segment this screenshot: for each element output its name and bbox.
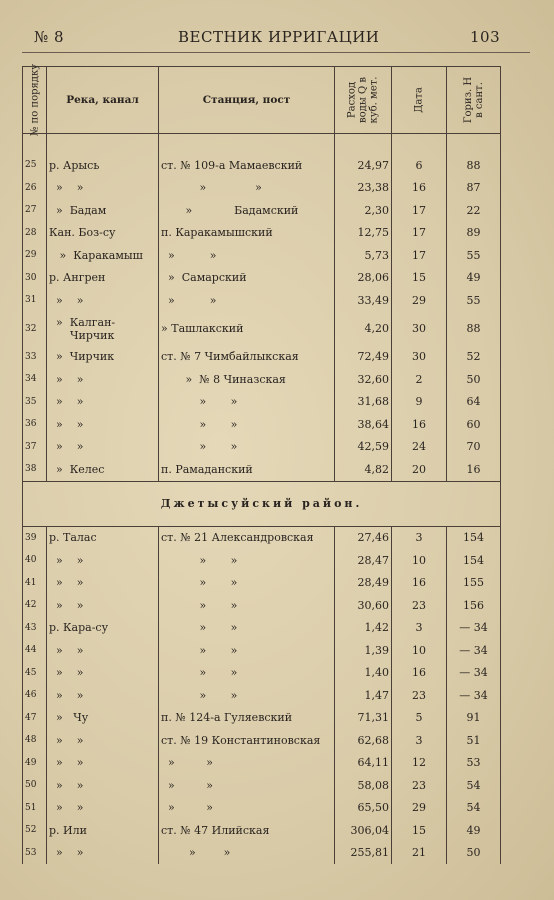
row-number: 40: [23, 549, 47, 572]
table-row: [23, 413, 501, 436]
station-cell: » Самарский: [159, 267, 335, 290]
level-cell: 156: [447, 594, 501, 617]
date-cell: 29: [392, 797, 447, 820]
level-cell: — 34: [447, 617, 501, 640]
level-cell: 87: [447, 177, 501, 200]
station-cell: » Ташлакский: [159, 312, 335, 346]
level-cell: — 34: [447, 639, 501, 662]
table-row: [23, 154, 501, 177]
flow-cell: 5,73: [335, 244, 392, 267]
row-number: 52: [23, 819, 47, 842]
level-cell: 55: [447, 244, 501, 267]
river-cell: р. Кара-су: [47, 617, 159, 640]
flow-cell: 28,47: [335, 549, 392, 572]
table-row: [23, 346, 501, 369]
level-cell: 49: [447, 819, 501, 842]
row-number: 28: [23, 222, 47, 245]
river-cell: » »: [47, 368, 159, 391]
table-row: [23, 594, 501, 617]
river-cell: » »: [47, 572, 159, 595]
table-row: [23, 662, 501, 685]
date-cell: 20: [392, 458, 447, 481]
station-cell: » »: [159, 684, 335, 707]
table-row: [23, 526, 501, 549]
river-cell: » »: [47, 842, 159, 865]
river-cell: р. Или: [47, 819, 159, 842]
date-cell: 29: [392, 289, 447, 312]
row-number: 50: [23, 774, 47, 797]
col-header-station: Станция, пост: [159, 67, 335, 134]
level-cell: — 34: [447, 662, 501, 685]
station-cell: ст. № 47 Илийская: [159, 819, 335, 842]
river-cell: » Каракамыш: [47, 244, 159, 267]
row-number: 44: [23, 639, 47, 662]
river-cell: р. Талас: [47, 526, 159, 549]
col-header-flow: Расход воды Q в куб. мет.: [335, 67, 392, 134]
date-cell: 2: [392, 368, 447, 391]
level-cell: 50: [447, 842, 501, 865]
table-row: [23, 549, 501, 572]
flow-cell: 1,39: [335, 639, 392, 662]
station-cell: » »: [159, 549, 335, 572]
table-row: [23, 729, 501, 752]
level-cell: — 34: [447, 684, 501, 707]
river-cell: » »: [47, 177, 159, 200]
date-cell: 10: [392, 639, 447, 662]
river-cell: » »: [47, 684, 159, 707]
river-cell: Кан. Боз-су: [47, 222, 159, 245]
station-cell: ст. № 21 Александровская: [159, 526, 335, 549]
table-row: [23, 391, 501, 414]
date-cell: 3: [392, 617, 447, 640]
level-cell: 54: [447, 774, 501, 797]
row-number: 26: [23, 177, 47, 200]
level-cell: 55: [447, 289, 501, 312]
row-number: 49: [23, 752, 47, 775]
flow-cell: 62,68: [335, 729, 392, 752]
river-cell: р. Ангрен: [47, 267, 159, 290]
station-cell: » »: [159, 662, 335, 685]
station-cell: » »: [159, 797, 335, 820]
river-cell: » »: [47, 729, 159, 752]
row-number: 27: [23, 199, 47, 222]
station-cell: ст. № 19 Константиновская: [159, 729, 335, 752]
row-number: 41: [23, 572, 47, 595]
date-cell: 17: [392, 199, 447, 222]
date-cell: 30: [392, 312, 447, 346]
flow-cell: 27,46: [335, 526, 392, 549]
river-cell: » »: [47, 797, 159, 820]
col-header-river: Река, канал: [47, 67, 159, 134]
station-cell: ст. № 109-а Мамаевский: [159, 154, 335, 177]
level-cell: 49: [447, 267, 501, 290]
row-number: 36: [23, 413, 47, 436]
station-cell: » »: [159, 289, 335, 312]
row-number: 39: [23, 526, 47, 549]
level-cell: 16: [447, 458, 501, 481]
river-cell: » »: [47, 639, 159, 662]
table-row: [23, 684, 501, 707]
flow-cell: 72,49: [335, 346, 392, 369]
hydrology-table: [22, 63, 501, 864]
date-cell: 10: [392, 549, 447, 572]
table-header-row: [23, 67, 501, 134]
row-number: 53: [23, 842, 47, 865]
row-number: 35: [23, 391, 47, 414]
table-row: [23, 458, 501, 481]
table-row: [23, 819, 501, 842]
river-cell: » Чирчик: [47, 346, 159, 369]
level-cell: 52: [447, 346, 501, 369]
date-cell: 23: [392, 774, 447, 797]
river-cell: » Чу: [47, 707, 159, 730]
level-cell: 22: [447, 199, 501, 222]
flow-cell: 28,49: [335, 572, 392, 595]
river-cell: » Бадам: [47, 199, 159, 222]
table-row: [23, 752, 501, 775]
level-cell: 88: [447, 312, 501, 346]
flow-cell: 4,82: [335, 458, 392, 481]
table-row: [23, 244, 501, 267]
flow-cell: 38,64: [335, 413, 392, 436]
row-number: 47: [23, 707, 47, 730]
table-row: [23, 707, 501, 730]
table-row: [23, 617, 501, 640]
river-cell: » »: [47, 413, 159, 436]
table-row: [23, 572, 501, 595]
station-cell: » »: [159, 177, 335, 200]
date-cell: 3: [392, 526, 447, 549]
river-cell: » »: [47, 594, 159, 617]
date-cell: 23: [392, 684, 447, 707]
date-cell: 24: [392, 436, 447, 459]
date-cell: 15: [392, 267, 447, 290]
row-number: 25: [23, 154, 47, 177]
row-number: 48: [23, 729, 47, 752]
flow-cell: 42,59: [335, 436, 392, 459]
row-number: 38: [23, 458, 47, 481]
station-cell: » »: [159, 413, 335, 436]
row-number: 32: [23, 312, 47, 346]
table-row: [23, 199, 501, 222]
date-cell: 16: [392, 572, 447, 595]
station-cell: ст. № 7 Чимбайлыкская: [159, 346, 335, 369]
date-cell: 23: [392, 594, 447, 617]
row-number: 43: [23, 617, 47, 640]
flow-cell: 12,75: [335, 222, 392, 245]
date-cell: 9: [392, 391, 447, 414]
station-cell: » »: [159, 244, 335, 267]
station-cell: п. Каракамышский: [159, 222, 335, 245]
level-cell: 89: [447, 222, 501, 245]
river-cell: р. Арысь: [47, 154, 159, 177]
table-row: [23, 797, 501, 820]
station-cell: » »: [159, 594, 335, 617]
station-cell: п. № 124-а Гуляевский: [159, 707, 335, 730]
col-header-date: Дата: [392, 67, 447, 134]
river-cell: » »: [47, 662, 159, 685]
date-cell: 12: [392, 752, 447, 775]
level-cell: 64: [447, 391, 501, 414]
date-cell: 30: [392, 346, 447, 369]
station-cell: » »: [159, 752, 335, 775]
level-cell: 50: [447, 368, 501, 391]
level-cell: 154: [447, 549, 501, 572]
col-header-num: № по порядку: [23, 67, 47, 134]
row-number: 42: [23, 594, 47, 617]
section-row: [23, 481, 501, 526]
station-cell: » »: [159, 774, 335, 797]
header-rule: [22, 52, 530, 53]
date-cell: 5: [392, 707, 447, 730]
river-cell: » Келес: [47, 458, 159, 481]
date-cell: 16: [392, 413, 447, 436]
row-number: 29: [23, 244, 47, 267]
date-cell: 17: [392, 244, 447, 267]
row-number: 34: [23, 368, 47, 391]
station-cell: » »: [159, 639, 335, 662]
flow-cell: 1,40: [335, 662, 392, 685]
date-cell: 16: [392, 662, 447, 685]
table-row: [23, 312, 501, 346]
table-row: [23, 436, 501, 459]
table-row: [23, 842, 501, 865]
table-row: [23, 267, 501, 290]
level-cell: 60: [447, 413, 501, 436]
flow-cell: 31,68: [335, 391, 392, 414]
date-cell: 6: [392, 154, 447, 177]
row-number: 30: [23, 267, 47, 290]
flow-cell: 28,06: [335, 267, 392, 290]
river-cell: » »: [47, 289, 159, 312]
flow-cell: 71,31: [335, 707, 392, 730]
flow-cell: 65,50: [335, 797, 392, 820]
station-cell: » Бадамский: [159, 199, 335, 222]
station-cell: » »: [159, 436, 335, 459]
river-cell: » »: [47, 549, 159, 572]
river-cell: » »: [47, 436, 159, 459]
row-number: 45: [23, 662, 47, 685]
level-cell: 70: [447, 436, 501, 459]
river-cell: » »: [47, 391, 159, 414]
level-cell: 54: [447, 797, 501, 820]
level-cell: 91: [447, 707, 501, 730]
date-cell: 17: [392, 222, 447, 245]
station-cell: » № 8 Чиназская: [159, 368, 335, 391]
river-cell: » Калган- Чирчик: [47, 312, 159, 346]
flow-cell: 24,97: [335, 154, 392, 177]
flow-cell: 32,60: [335, 368, 392, 391]
table-row: [23, 368, 501, 391]
flow-cell: 306,04: [335, 819, 392, 842]
station-cell: » »: [159, 842, 335, 865]
flow-cell: 64,11: [335, 752, 392, 775]
table-row: [23, 639, 501, 662]
table-body: [23, 134, 501, 865]
row-number: 46: [23, 684, 47, 707]
level-cell: 155: [447, 572, 501, 595]
river-cell: » »: [47, 752, 159, 775]
flow-cell: 2,30: [335, 199, 392, 222]
page-number: 103: [470, 28, 501, 46]
river-cell: » »: [47, 774, 159, 797]
table-row: [23, 289, 501, 312]
flow-cell: 58,08: [335, 774, 392, 797]
flow-cell: 30,60: [335, 594, 392, 617]
flow-cell: 1,42: [335, 617, 392, 640]
row-number: 33: [23, 346, 47, 369]
flow-cell: 255,81: [335, 842, 392, 865]
row-number: 37: [23, 436, 47, 459]
station-cell: » »: [159, 572, 335, 595]
header-gap: [23, 134, 501, 155]
level-cell: 53: [447, 752, 501, 775]
issue-number: № 8: [34, 28, 65, 46]
level-cell: 51: [447, 729, 501, 752]
row-number: 31: [23, 289, 47, 312]
flow-cell: 4,20: [335, 312, 392, 346]
flow-cell: 1,47: [335, 684, 392, 707]
station-cell: п. Рамаданский: [159, 458, 335, 481]
level-cell: 88: [447, 154, 501, 177]
table-row: [23, 222, 501, 245]
flow-cell: 23,38: [335, 177, 392, 200]
journal-title: ВЕСТНИК ИРРИГАЦИИ: [178, 28, 380, 46]
station-cell: » »: [159, 391, 335, 414]
date-cell: 21: [392, 842, 447, 865]
row-number: 51: [23, 797, 47, 820]
table-row: [23, 774, 501, 797]
date-cell: 16: [392, 177, 447, 200]
section-title: Джетысуйский район.: [23, 481, 501, 526]
station-cell: » »: [159, 617, 335, 640]
col-header-level: Гориз. H в сант.: [447, 67, 501, 134]
date-cell: 15: [392, 819, 447, 842]
level-cell: 154: [447, 526, 501, 549]
table-row: [23, 177, 501, 200]
date-cell: 3: [392, 729, 447, 752]
flow-cell: 33,49: [335, 289, 392, 312]
